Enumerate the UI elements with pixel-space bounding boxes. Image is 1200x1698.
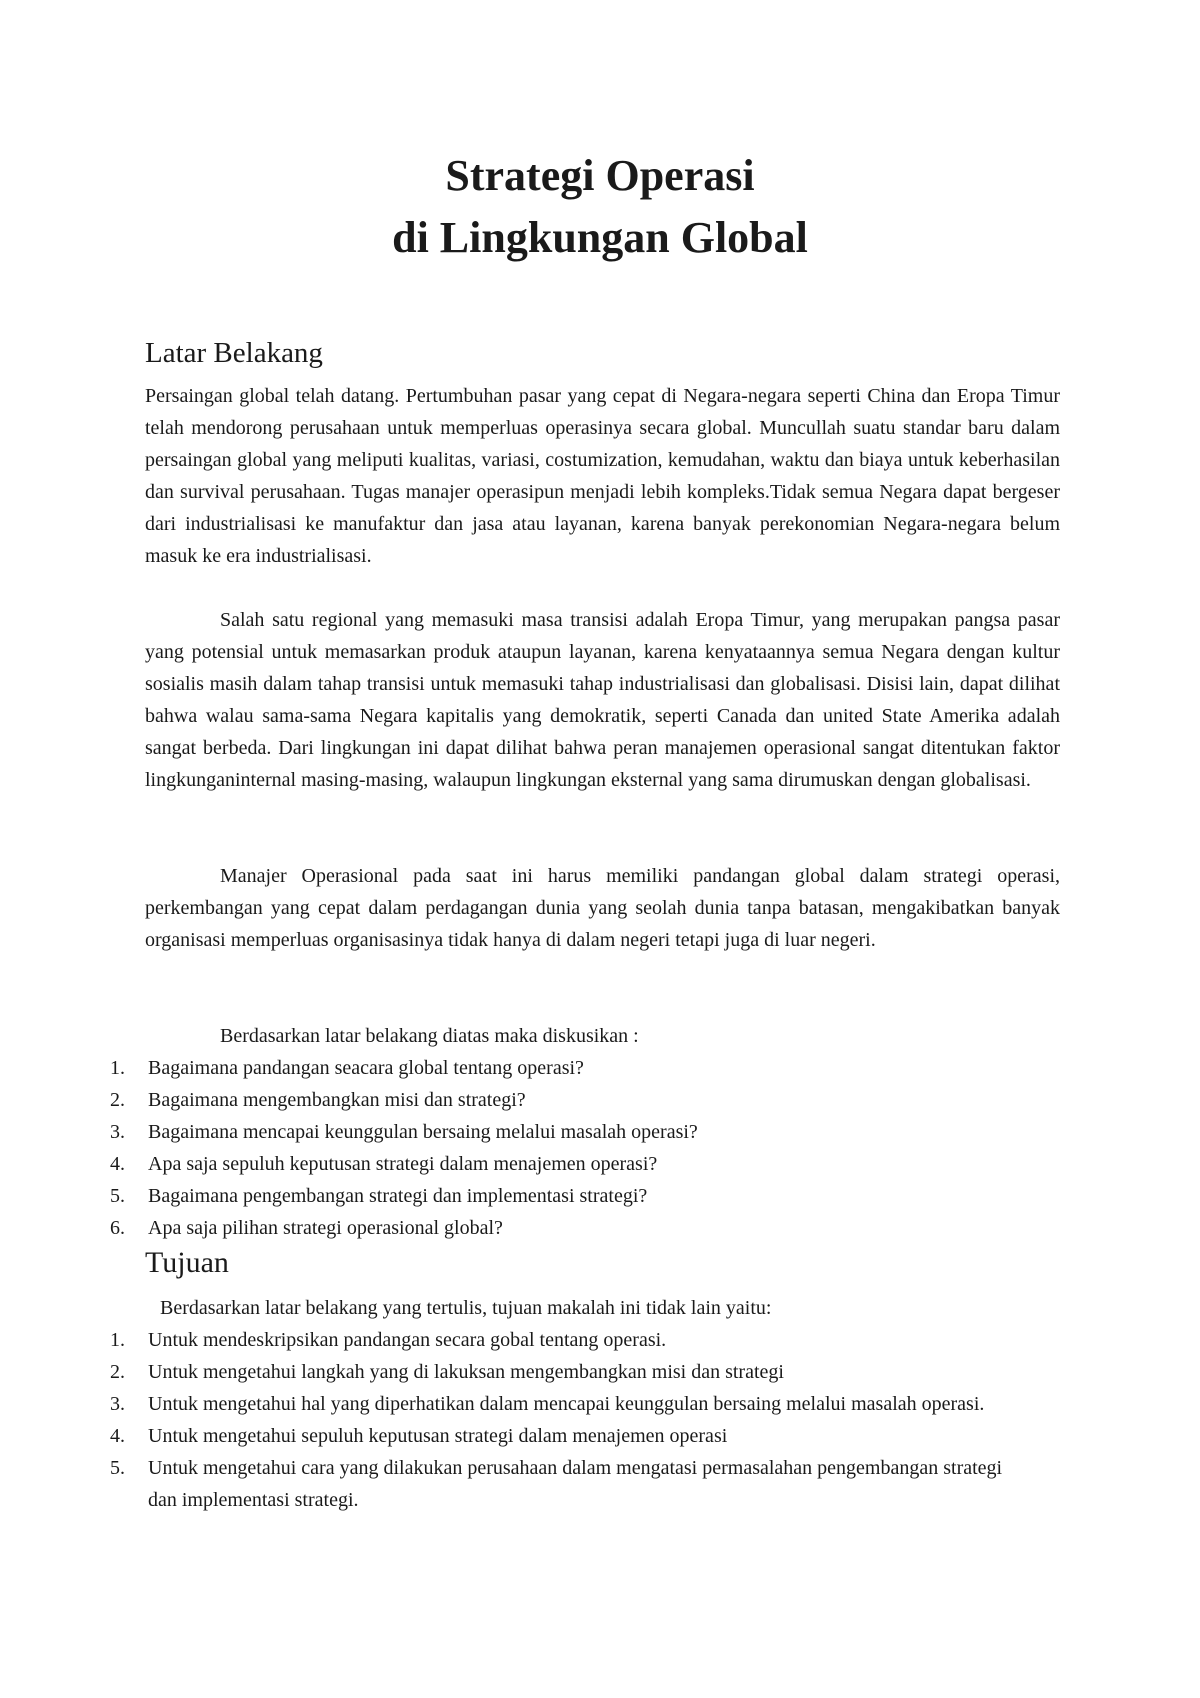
title-line-1: Strategi Operasi bbox=[445, 151, 755, 200]
list-item bbox=[110, 1420, 1010, 1452]
paragraph-2: Salah satu regional yang memasuki masa transisi adalah Eropa Timur, yang merupakan pangsa pasar yang potensial untuk memasarkan produk ataupun layanan, karena kenyataannya semua Negara dengan kultur sosialis masih dalam tahap transisi untuk memasuki tahap industrialisasi dan globalisasi. Disisi lain, dapat dilihat bahwa walau sama-sama Negara kapitalis yang demokratik, seperti Canada dan united State Amerika adalah sangat berbeda. Dari lingkungan ini dapat dilihat bahwa peran manajemen operasional sangat ditentukan faktor lingkunganinternal masing-masing, walaupun lingkungan eksternal yang sama dirumuskan dengan globalisasi. bbox=[145, 609, 1060, 791]
list-item bbox=[110, 1388, 1010, 1420]
list-number: 2. bbox=[110, 1089, 125, 1111]
list-number: 5. bbox=[110, 1185, 125, 1207]
list-item bbox=[110, 1212, 1010, 1244]
list-number: 5. bbox=[110, 1457, 125, 1479]
list-item-text: Apa saja pilihan strategi operasional global? bbox=[148, 1217, 503, 1239]
list-item-text: Bagaimana mencapai keunggulan bersaing melalui masalah operasi? bbox=[148, 1121, 698, 1143]
list-item-text: Bagaimana pandangan seacara global tentang operasi? bbox=[148, 1057, 584, 1079]
list-item-text: Untuk mengetahui hal yang diperhatikan dalam mencapai keunggulan bersaing melalui masalah operasi. bbox=[148, 1393, 985, 1415]
discussion-intro: Berdasarkan latar belakang diatas maka diskusikan : bbox=[220, 1025, 639, 1047]
document-title bbox=[0, 145, 1200, 269]
list-item-text: Untuk mendeskripsikan pandangan secara gobal tentang operasi. bbox=[148, 1329, 667, 1351]
list-item bbox=[110, 1148, 1010, 1180]
list-item bbox=[110, 1084, 1010, 1116]
list-number: 4. bbox=[110, 1425, 125, 1447]
list-item bbox=[110, 1180, 1010, 1212]
list-number: 3. bbox=[110, 1393, 125, 1415]
list-number: 1. bbox=[110, 1329, 125, 1351]
paragraph-1: Persaingan global telah datang. Pertumbuhan pasar yang cepat di Negara-negara seperti China dan Eropa Timur telah mendorong perusahaan untuk memperluas operasinya secara global. Muncullah suatu standar baru dalam persaingan global yang meliputi kualitas, variasi, costumization, kemudahan, waktu dan biaya untuk keberhasilan dan survival perusahaan. Tugas manajer operasipun menjadi lebih kompleks.Tidak semua Negara dapat bergeser dari industrialisasi ke manufaktur dan jasa atau layanan, karena banyak perekonomian Negara-negara belum masuk ke era industrialisasi. bbox=[145, 385, 1060, 567]
title-line-2: di Lingkungan Global bbox=[392, 213, 808, 262]
tujuan-intro: Berdasarkan latar belakang yang tertulis, tujuan makalah ini tidak lain yaitu: bbox=[160, 1297, 772, 1319]
list-number: 6. bbox=[110, 1217, 125, 1239]
list-number: 4. bbox=[110, 1153, 125, 1175]
list-item-text: Untuk mengetahui langkah yang di lakuksan mengembangkan misi dan strategi bbox=[148, 1361, 784, 1383]
tujuan-list bbox=[110, 1324, 1010, 1516]
list-number: 2. bbox=[110, 1361, 125, 1383]
list-item-text: Untuk mengetahui cara yang dilakukan perusahaan dalam mengatasi permasalahan pengembangan strategi dan implementasi strategi. bbox=[148, 1457, 1003, 1511]
list-item-text: Bagaimana mengembangkan misi dan strategi? bbox=[148, 1089, 526, 1111]
paragraph-3: Manajer Operasional pada saat ini harus memiliki pandangan global dalam strategi operasi, perkembangan yang cepat dalam perdagangan dunia yang seolah dunia tanpa batasan, mengakibatkan banyak organisasi memperluas organisasinya tidak hanya di dalam negeri tetapi juga di luar negeri. bbox=[145, 865, 1060, 951]
list-item bbox=[110, 1356, 1010, 1388]
section-heading-tujuan: Tujuan bbox=[145, 1246, 229, 1279]
list-item bbox=[110, 1452, 1010, 1516]
list-item-text: Apa saja sepuluh keputusan strategi dalam menajemen operasi? bbox=[148, 1153, 658, 1175]
list-item-text: Bagaimana pengembangan strategi dan implementasi strategi? bbox=[148, 1185, 648, 1207]
list-item bbox=[110, 1052, 1010, 1084]
list-item bbox=[110, 1324, 1010, 1356]
list-number: 3. bbox=[110, 1121, 125, 1143]
list-item bbox=[110, 1116, 1010, 1148]
section-heading-latar-belakang: Latar Belakang bbox=[145, 337, 323, 369]
list-number: 1. bbox=[110, 1057, 125, 1079]
list-item-text: Untuk mengetahui sepuluh keputusan strategi dalam menajemen operasi bbox=[148, 1425, 728, 1447]
discussion-question-list bbox=[110, 1052, 1010, 1244]
